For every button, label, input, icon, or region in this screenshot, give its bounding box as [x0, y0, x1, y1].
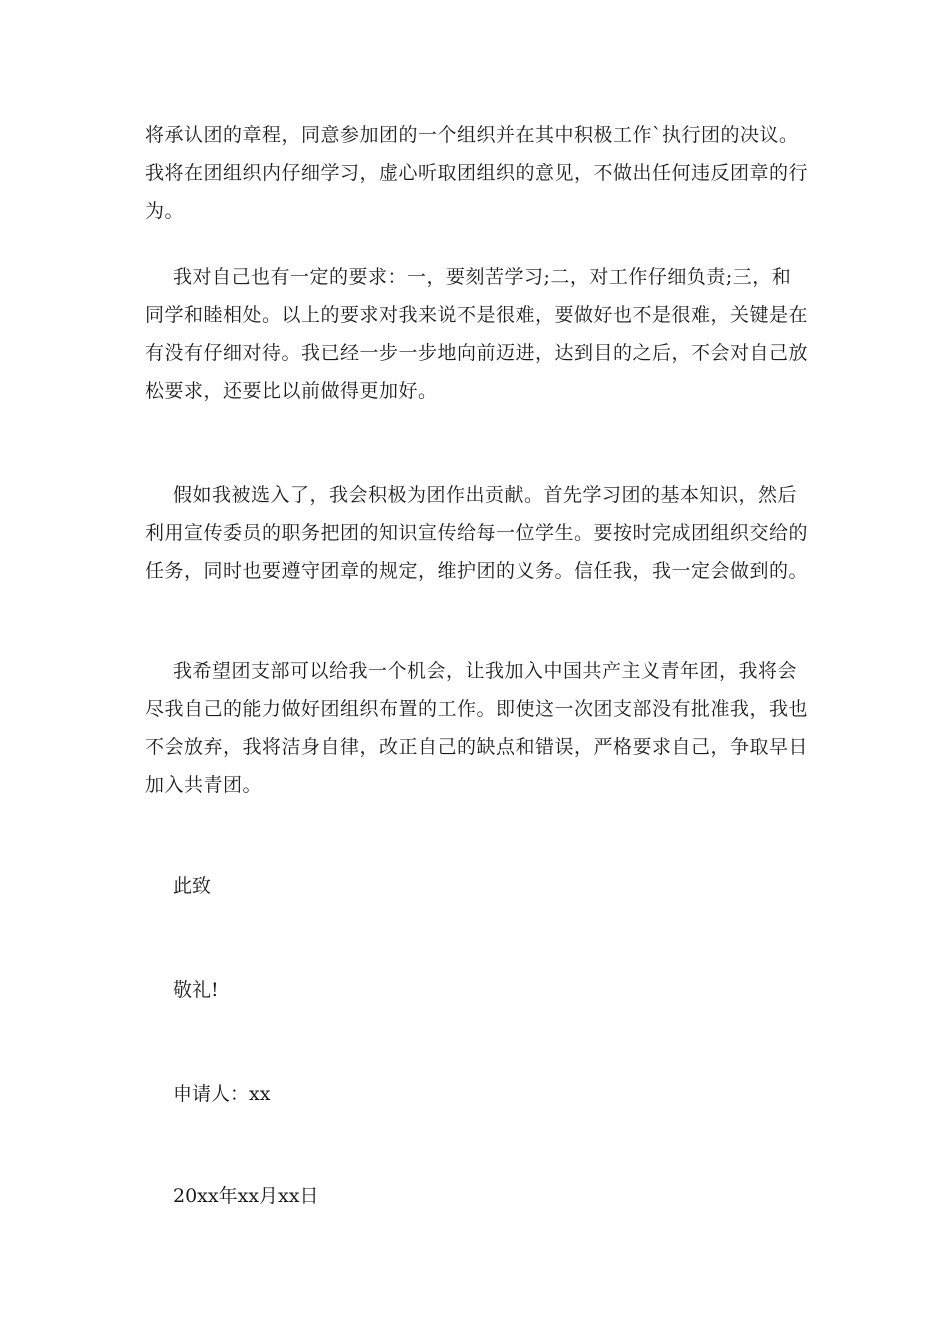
paragraph-text: 将承认团的章程，同意参加团的一个组织并在其中积极工作`执行团的决议。我将在团组织内仔细学习，虚心听取团组织的意见，不做出任何违反团章的行为。 — [145, 124, 809, 222]
paragraph-continuation — [145, 116, 810, 230]
date-line: 20xx年xx月xx日 — [173, 1185, 319, 1207]
closing-text: 此致 — [173, 875, 212, 897]
paragraph-hope — [145, 652, 810, 804]
applicant-signature: 申请人：xx — [173, 1083, 271, 1105]
paragraph-text: 我对自己也有一定的要求：一，要刻苦学习;二，对工作仔细负责;三，和同学和睦相处。以上的要求对我来说不是很难，要做好也不是很难，关键是在有没有仔细对待。我已经一步一步地向前迈进，达到目的之后，不会对自己放松要求，还要比以前做得更加好。 — [145, 266, 809, 402]
salute-text: 敬礼! — [173, 979, 219, 1001]
paragraph-text: 假如我被选入了，我会积极为团作出贡献。首先学习团的基本知识，然后利用宣传委员的职务把团的知识宣传给每一位学生。要按时完成团组织交给的任务，同时也要遵守团章的规定，维护团的义务。信任我，我一定会做到的。 — [145, 484, 809, 582]
paragraph-requirements — [145, 258, 810, 410]
paragraph-contribution — [145, 476, 810, 590]
paragraph-text: 我希望团支部可以给我一个机会，让我加入中国共产主义青年团，我将会尽我自己的能力做好团组织布置的工作。即使这一次团支部没有批准我，我也不会放弃，我将洁身自律，改正自己的缺点和错误，严格要求自己，争取早日加入共青团。 — [145, 660, 809, 796]
